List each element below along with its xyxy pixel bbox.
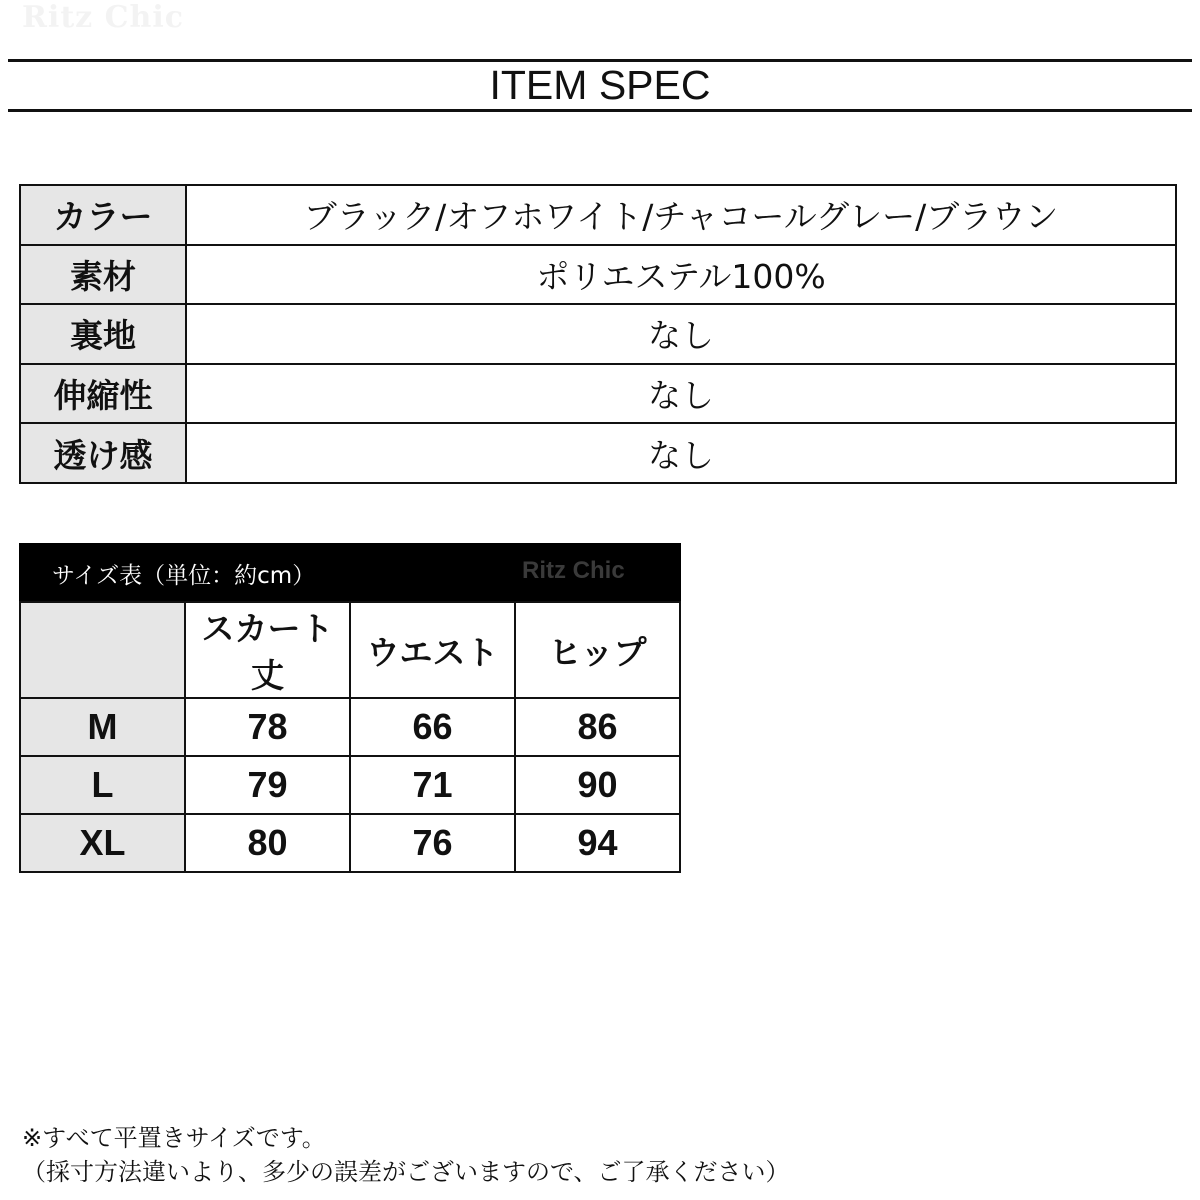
size-value: 76 xyxy=(350,814,515,872)
size-label: M xyxy=(20,698,185,756)
spec-value: なし xyxy=(186,364,1176,424)
size-table-header xyxy=(19,543,681,602)
size-label: L xyxy=(20,756,185,814)
spec-label: 透け感 xyxy=(20,423,186,483)
spec-value: ブラック/オフホワイト/チャコールグレー/ブラウン xyxy=(186,185,1176,245)
size-row-m xyxy=(20,698,680,756)
spec-label: 裏地 xyxy=(20,304,186,364)
size-table-caption: サイズ表（単位：約cm） xyxy=(52,563,316,589)
spec-label: カラー xyxy=(20,185,186,245)
spec-value: なし xyxy=(186,304,1176,364)
size-row-xl xyxy=(20,814,680,872)
size-value: 86 xyxy=(515,698,680,756)
column-header: ウエスト xyxy=(350,602,515,698)
size-label: XL xyxy=(20,814,185,872)
spec-row-material xyxy=(20,245,1176,305)
size-value: 94 xyxy=(515,814,680,872)
spec-value: ポリエステル100% xyxy=(186,245,1176,305)
spec-row-sheerness xyxy=(20,423,1176,483)
size-row-l xyxy=(20,756,680,814)
title-rule-bottom xyxy=(8,109,1192,112)
brand-watermark: Ritz Chic xyxy=(22,0,185,35)
size-table-brand: Ritz Chic xyxy=(522,557,625,584)
size-value: 90 xyxy=(515,756,680,814)
size-value: 78 xyxy=(185,698,350,756)
note-flat-measurement: ※すべて平置きサイズです。 xyxy=(22,1124,326,1152)
size-value: 80 xyxy=(185,814,350,872)
spec-label: 素材 xyxy=(20,245,186,305)
size-value: 66 xyxy=(350,698,515,756)
spec-row-stretch xyxy=(20,364,1176,424)
spec-table xyxy=(19,184,1177,484)
spec-row-lining xyxy=(20,304,1176,364)
spec-row-color xyxy=(20,185,1176,245)
page-title: ITEM SPEC xyxy=(489,62,711,108)
size-table xyxy=(19,601,681,873)
size-value: 71 xyxy=(350,756,515,814)
column-header: スカート丈 xyxy=(185,602,350,698)
size-table-corner xyxy=(20,602,185,698)
spec-label: 伸縮性 xyxy=(20,364,186,424)
size-table-head-row xyxy=(20,602,680,698)
column-header: ヒップ xyxy=(515,602,680,698)
spec-value: なし xyxy=(186,423,1176,483)
size-value: 79 xyxy=(185,756,350,814)
note-measurement-error: （採寸方法違いより、多少の誤差がございますので、ご了承ください） xyxy=(22,1158,790,1186)
